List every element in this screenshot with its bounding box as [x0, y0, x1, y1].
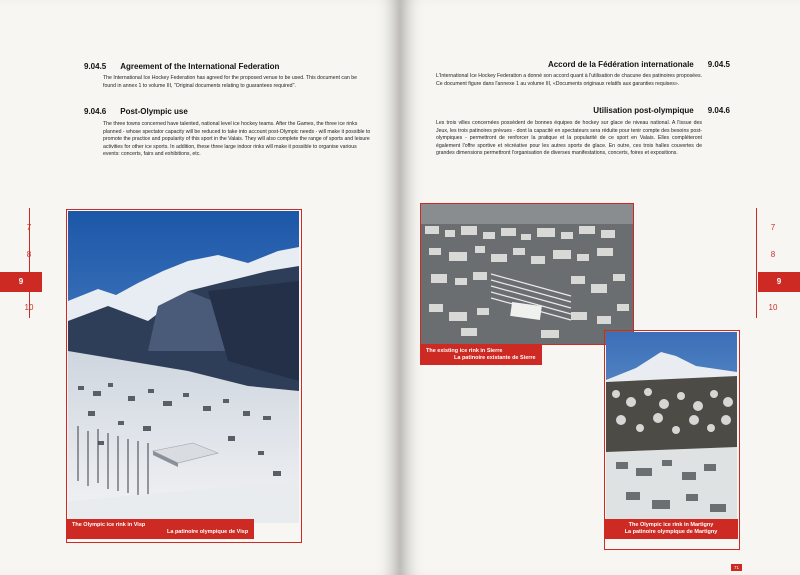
left-sec1-number: 9.04.5: [84, 62, 107, 71]
right-sec1-title: Accord de la Fédération internationale: [547, 60, 694, 69]
sierre-caption-en: The existing ice rink in Sierre: [426, 348, 503, 354]
left-sec1-title: Agreement of the International Federation: [120, 62, 280, 71]
visp-caption-en: The Olympic ice rink in Visp: [72, 522, 146, 528]
left-sec2-heading: [84, 107, 188, 116]
sierre-photo: [420, 203, 634, 345]
left-sec1-heading: [84, 62, 279, 71]
left-sec2-body: The three towns concerned have talented, national level ice hockey teams. After the Games, the three ice rinks planned - whose spectator capacity will be reduced to take into account post-Olympic needs - will make it possible to promote the practice and popularity of this sport in the Valais. They will also complete the range of sports and leisure activities for other ice sports. In addition, these three large indoor rinks will make it possible to organise various events: concerts, fairs and exhibitions, etc.: [103, 121, 371, 158]
tab-8-right[interactable]: 8: [770, 250, 776, 259]
right-sec2-number: 9.04.6: [707, 106, 730, 115]
right-sec1-heading: [548, 60, 730, 69]
sierre-caption: [420, 345, 542, 365]
tab-7[interactable]: 7: [26, 223, 32, 232]
visp-caption: [66, 519, 254, 539]
tab-7-right[interactable]: 7: [770, 223, 776, 232]
martigny-caption-fr: La patinoire olympique de Martigny: [624, 529, 718, 535]
martigny-caption: [604, 519, 738, 539]
page-number: 71: [731, 564, 742, 571]
visp-photo-image: [68, 211, 299, 523]
martigny-caption-en: The Olympic ice rink in Martigny: [628, 522, 714, 528]
tab-9-right-active[interactable]: 9: [758, 272, 800, 292]
martigny-photo: [606, 332, 737, 525]
visp-photo: [68, 211, 299, 523]
tab-8[interactable]: 8: [26, 250, 32, 259]
visp-caption-fr: La patinoire olympique de Visp: [167, 529, 249, 535]
sierre-photo-image: [421, 204, 633, 344]
tab-9-active[interactable]: 9: [0, 272, 42, 292]
right-sec2-title: Utilisation post-olympique: [593, 106, 694, 115]
right-sec1-number: 9.04.5: [707, 60, 730, 69]
sierre-caption-fr: La patinoire existante de Sierre: [454, 355, 536, 361]
right-sec2-heading: [593, 106, 730, 115]
right-sec2-body: Les trois villes concernées possèdent de bonnes équipes de hockey sur glace de niveau national. A l'issue des Jeux, les trois patinoires prévues - dont la capacité en spectateurs sera réduite pour tenir compte des besoins post-olympiques - permettront de renforcer la pratique et la popularité de ce sport en Valais. Elles compléteront également l'offre sportive et récréative pour les autres sports de glace. En outre, ces trois halles couvertes de grandes dimensions permettront l'organisation de diverses manifestations, concerts, foires et expositions.: [436, 120, 702, 157]
right-sec1-body: L'International Ice Hockey Federation a donné son accord quant à l'utilisation de chacune des patinoires proposées. Ce document figure dans l'annexe 1 au volume III, «Documents originaux relatifs aux garanties requises».: [436, 73, 702, 87]
left-sec2-number: 9.04.6: [84, 107, 107, 116]
martigny-photo-image: [606, 332, 737, 525]
right-page: [400, 0, 800, 575]
right-tab-rule: [756, 208, 757, 318]
tab-10-right[interactable]: 10: [768, 303, 778, 312]
tab-10[interactable]: 10: [24, 303, 34, 312]
left-sec1-body: The International Ice Hockey Federation has agreed for the proposed venue to be used. This document can be found in annex 1 to volume III, "Original documents relating to guarantees required".: [103, 75, 357, 89]
left-sec2-title: Post-Olympic use: [120, 107, 188, 116]
